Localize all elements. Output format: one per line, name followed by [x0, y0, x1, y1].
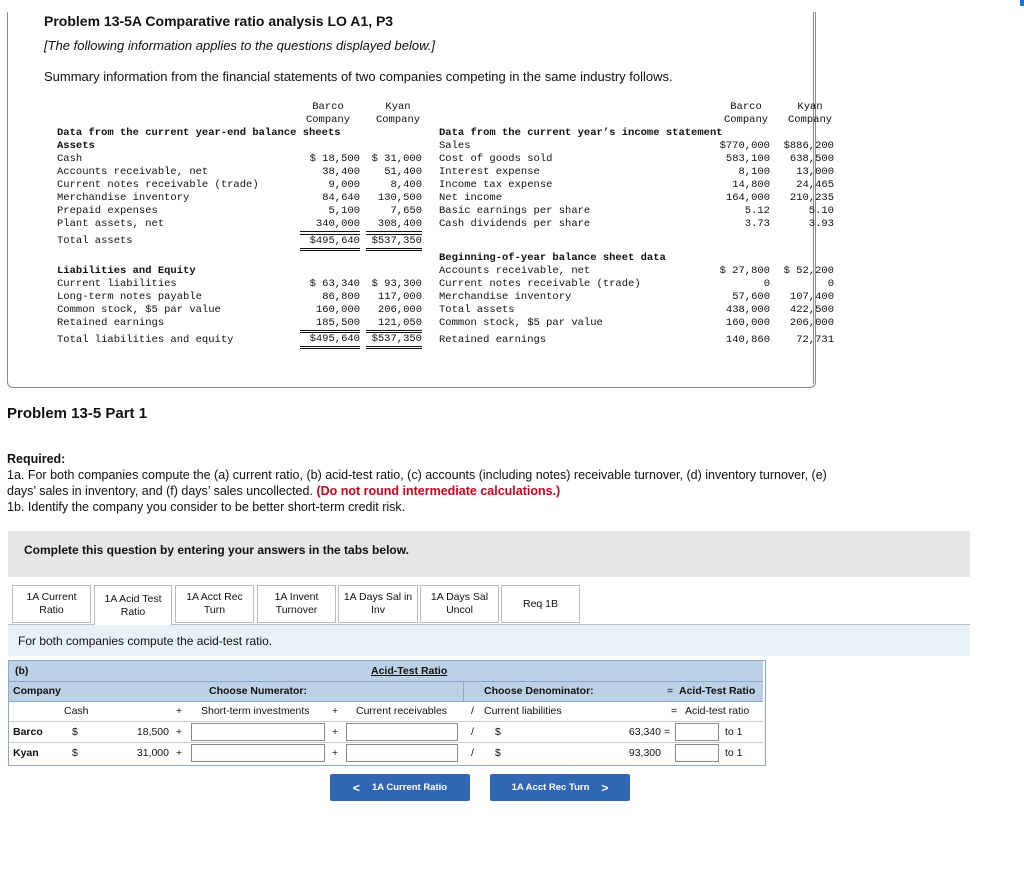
bs-row-label: Current notes receivable (trade): [57, 179, 259, 191]
grid-liab-value: 63,340: [628, 726, 661, 738]
bs-total-liab-kyan: $537,350: [366, 332, 422, 349]
problem-summary: Summary information from the financial statements of two companies competing in the same industry follows.: [44, 69, 673, 84]
is-col-kyan: Kyan Company: [787, 101, 833, 126]
problem-title: Problem 13-5A Comparative ratio analysis LO A1, P3: [44, 13, 394, 29]
grid-eq: =: [671, 705, 678, 717]
grid-to-one: to 1: [725, 747, 743, 759]
grid-to-one: to 1: [725, 726, 743, 738]
grid-dollar: $: [495, 726, 501, 738]
bs-row-label: Accounts receivable, net: [57, 166, 209, 178]
beg-value: 160,000: [725, 317, 770, 329]
is-value: $770,000: [719, 140, 770, 152]
bs-total-liab-barco: $495,640: [300, 332, 360, 349]
bs-value: 185,500: [300, 317, 360, 331]
grid-dollar: $: [72, 726, 78, 738]
beg-row-label: Merchandise inventory: [439, 291, 572, 303]
problem-info: [The following information applies to the questions displayed below.]: [44, 38, 435, 53]
grid-plus: +: [332, 726, 339, 738]
grid-denominator-header: Choose Denominator:: [484, 685, 594, 697]
grid-current-liab-label: Current liabilities: [484, 705, 562, 717]
is-row-label: Basic earnings per share: [439, 205, 591, 217]
grid-company-name: Barco: [13, 726, 43, 738]
grid-slash: /: [471, 726, 474, 738]
beg-row-label: Common stock, $5 par value: [439, 317, 603, 329]
instruction-panel: [8, 624, 970, 656]
bs-value: 160,000: [315, 304, 360, 316]
bs-row-label: Plant assets, net: [57, 218, 165, 230]
bs-value: 340,000: [300, 218, 360, 232]
beg-value: 206,000: [789, 317, 834, 329]
bs-value: 84,640: [322, 192, 360, 204]
tab-acid-test-ratio[interactable]: 1A Acid Test Ratio: [94, 585, 172, 625]
beg-value: 422,500: [789, 304, 834, 316]
is-value: 164,000: [725, 192, 770, 204]
beg-value: $ 52,200: [783, 265, 834, 277]
short-term-input-kyan[interactable]: [191, 744, 325, 762]
is-heading: Data from the current year’s income statement: [439, 127, 723, 139]
bs-value: 9,000: [328, 179, 360, 191]
bs-value: 130,500: [377, 192, 422, 204]
bs-total-liab-label: Total liabilities and equity: [57, 334, 234, 346]
is-value: 14,800: [732, 179, 770, 191]
bs-col-kyan: Kyan Company: [375, 101, 421, 126]
beg-value: 57,600: [732, 291, 770, 303]
is-value: 210,235: [789, 192, 834, 204]
is-value: 583,100: [725, 153, 770, 165]
is-row-label: Sales: [439, 140, 471, 152]
beg-value: 0: [763, 278, 770, 290]
beg-value: 438,000: [725, 304, 770, 316]
grid-plus: +: [332, 747, 339, 759]
tab-req-1b[interactable]: Req 1B: [501, 585, 580, 623]
beg-row-label: Current notes receivable (trade): [439, 278, 641, 290]
grid-cash-label: Cash: [64, 705, 89, 717]
is-value: 638,500: [789, 153, 834, 165]
tab-days-sal-inv[interactable]: 1A Days Sal in Inv: [338, 585, 418, 623]
bs-value: 121,050: [366, 317, 422, 331]
is-value: $886,200: [783, 140, 834, 152]
grid-current-rec-label: Current receivables: [356, 705, 448, 717]
bs-value: $ 93,300: [371, 278, 422, 290]
bs-value: $ 31,000: [371, 153, 422, 165]
bs-value: 8,400: [390, 179, 422, 191]
grid-eq-header: =: [667, 685, 674, 697]
grid-b-label: (b): [15, 665, 29, 677]
grid-plus: +: [176, 747, 183, 759]
grid-slash: /: [471, 747, 474, 759]
bs-value: 51,400: [384, 166, 422, 178]
chevron-left-icon: <: [352, 780, 360, 795]
is-row-label: Interest expense: [439, 166, 540, 178]
is-value: 3.93: [808, 218, 834, 230]
beg-value: 0: [827, 278, 834, 290]
required-1b: 1b. Identify the company you consider to be better short-term credit risk.: [7, 500, 406, 514]
is-row-label: Cost of goods sold: [439, 153, 553, 165]
is-value: 3.73: [744, 218, 770, 230]
tab-invent-turnover[interactable]: 1A Invent Turnover: [257, 585, 336, 623]
complete-banner: [8, 531, 970, 577]
prev-button[interactable]: [330, 774, 470, 801]
tab-days-sal-uncol[interactable]: 1A Days Sal Uncol: [420, 585, 499, 623]
bs-row-label: Prepaid expenses: [57, 205, 158, 217]
grid-cash-value: 31,000: [136, 747, 169, 759]
bs-total-assets-kyan: $537,350: [366, 234, 422, 251]
part-title: Problem 13-5 Part 1: [7, 405, 148, 422]
bs-assets-label: Assets: [57, 140, 95, 152]
is-value: 5.12: [744, 205, 770, 217]
accent-marker: [1020, 0, 1024, 6]
short-term-input-barco[interactable]: [191, 723, 325, 741]
bs-row-label: Common stock, $5 par value: [57, 304, 221, 316]
grid-dollar: $: [72, 747, 78, 759]
beg-heading: Beginning-of-year balance sheet data: [439, 252, 666, 264]
grid-eq: =: [664, 726, 671, 738]
bs-row-label: Cash: [57, 153, 83, 165]
grid-company-header: Company: [13, 685, 61, 697]
grid-result-header: Acid-Test Ratio: [679, 685, 756, 697]
bs-value: 308,400: [366, 218, 422, 232]
is-row-label: Income tax expense: [439, 179, 553, 191]
beg-value: $ 27,800: [719, 265, 770, 277]
bs-heading: Data from the current year-end balance sheets: [57, 127, 341, 139]
grid-company-name: Kyan: [13, 747, 39, 759]
bs-total-assets-barco: $495,640: [300, 234, 360, 251]
beg-value: 72,731: [796, 334, 834, 346]
ratio-input-kyan[interactable]: [675, 744, 719, 762]
chevron-right-icon: >: [601, 780, 609, 795]
is-row-label: Cash dividends per share: [439, 218, 591, 230]
acid-test-grid: [8, 660, 766, 766]
ratio-input-barco[interactable]: [675, 723, 719, 741]
bs-value: $ 18,500: [309, 153, 360, 165]
bs-col-barco: Barco Company: [305, 101, 351, 126]
bs-row-label: Merchandise inventory: [57, 192, 190, 204]
bs-total-assets-label: Total assets: [57, 235, 133, 247]
next-button[interactable]: [490, 774, 630, 801]
is-value: 13,000: [796, 166, 834, 178]
is-value: 5.10: [808, 205, 834, 217]
bs-value: 7,650: [390, 205, 422, 217]
grid-cash-value: 18,500: [136, 726, 169, 738]
bs-row-label: Long-term notes payable: [57, 291, 202, 303]
is-value: 24,465: [796, 179, 834, 191]
bs-row-label: Retained earnings: [57, 317, 165, 329]
grid-dollar: $: [495, 747, 501, 759]
is-col-barco: Barco Company: [723, 101, 769, 126]
grid-title: Acid-Test Ratio: [371, 665, 448, 677]
grid-plus: +: [332, 705, 339, 717]
grid-numerator-header: Choose Numerator:: [209, 685, 308, 697]
required-1a-text: 1a. For both companies compute the (a) current ratio, (b) acid-test ratio, (c) accounts (including notes) receivable turnover, (d) inventory turnover, (e) days’ sales in inventory, and (f) days’ sales uncollected.: [7, 468, 827, 498]
instruction-text: For both companies compute the acid-test ratio.: [18, 634, 273, 648]
grid-plus: +: [176, 705, 183, 717]
grid-slash: /: [471, 705, 474, 717]
bs-liab-label: Liabilities and Equity: [57, 265, 196, 277]
beg-row-label: Total assets: [439, 304, 515, 316]
grid-liab-value: 93,300: [628, 747, 661, 759]
complete-text: Complete this question by entering your answers in the tabs below.: [24, 543, 409, 557]
tab-acct-rec-turn[interactable]: 1A Acct Rec Turn: [175, 585, 254, 623]
bs-value: 117,000: [377, 291, 422, 303]
beg-value: 107,400: [789, 291, 834, 303]
beg-row-label: Accounts receivable, net: [439, 265, 591, 277]
beg-row-label: Retained earnings: [439, 334, 547, 346]
grid-short-term-label: Short-term investments: [201, 705, 310, 717]
bs-row-label: Current liabilities: [57, 278, 177, 290]
grid-plus: +: [176, 726, 183, 738]
required-block: [7, 451, 847, 515]
bs-value: 5,100: [328, 205, 360, 217]
required-1a: [7, 467, 847, 499]
required-1a-warning: (Do not round intermediate calculations.): [316, 484, 561, 498]
is-value: 8,100: [738, 166, 770, 178]
bs-value: 206,000: [377, 304, 422, 316]
grid-ratio-label: Acid-test ratio: [685, 705, 750, 717]
bs-value: 86,800: [322, 291, 360, 303]
tab-current-ratio[interactable]: 1A Current Ratio: [12, 585, 91, 623]
beg-value: 140,860: [725, 334, 770, 346]
grid-divider: [463, 682, 464, 702]
is-row-label: Net income: [439, 192, 503, 204]
prev-button-label: 1A Current Ratio: [371, 782, 448, 793]
grid-header-row: [9, 682, 763, 702]
current-rec-input-kyan[interactable]: [346, 744, 458, 762]
bs-value: $ 63,340: [309, 278, 360, 290]
required-label: Required:: [7, 452, 66, 466]
current-rec-input-barco[interactable]: [346, 723, 458, 741]
next-button-label: 1A Acct Rec Turn: [511, 782, 590, 793]
bs-value: 38,400: [322, 166, 360, 178]
